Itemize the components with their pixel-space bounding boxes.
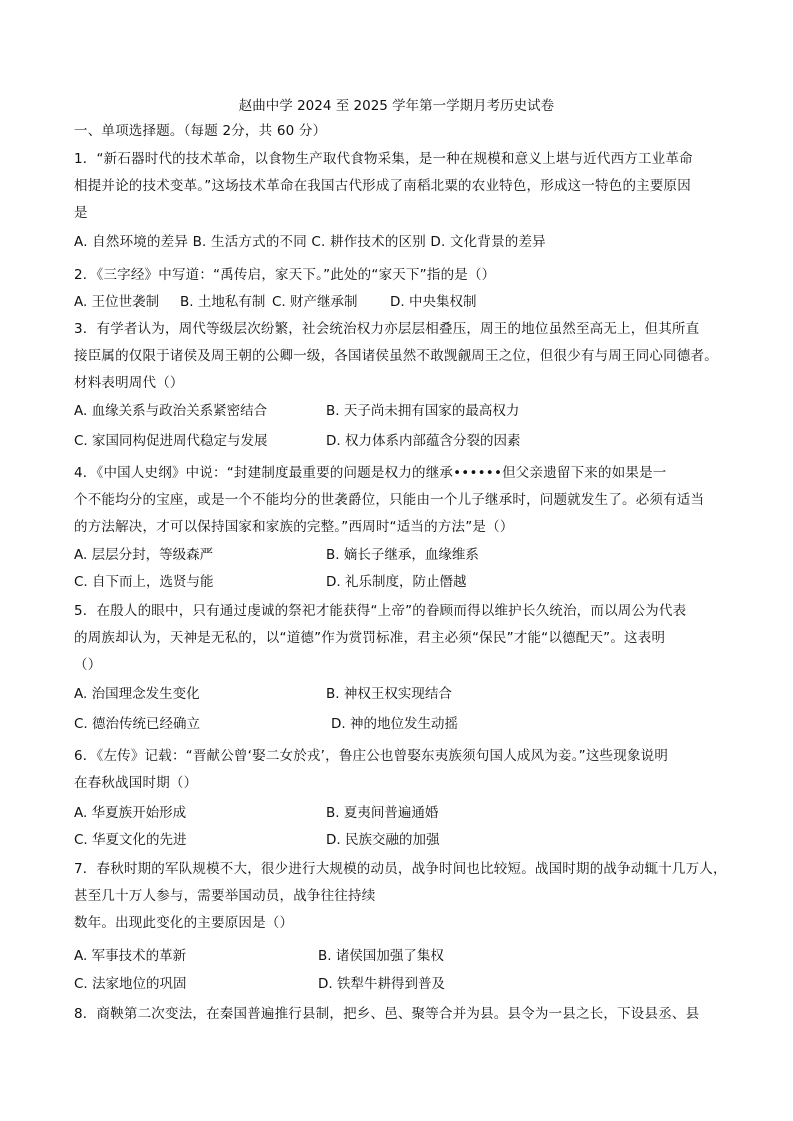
q8-text-line: 8．商鞅第二次变法，在秦国普遍推行县制，把乡、邑、聚等合并为县。县令为一县之长，下设县丞、县: [74, 1006, 700, 1022]
q7-option-c: C. 法家地位的巩固: [74, 976, 187, 992]
q5-option-a: A. 治国理念发生变化: [74, 686, 200, 702]
q2-option-c: C. 财产继承制: [272, 294, 358, 310]
q1-text-line: 1．“新石器时代的技术革命，以食物生产取代食物采集，是一种在规模和意义上堪与近代西方工业革命: [74, 151, 693, 167]
q7-option-a: A. 军事技术的革新: [74, 948, 187, 964]
q6-option-d: D. 民族交融的加强: [326, 832, 440, 848]
q4-text-line: 4．《中国人史纲》中说：“封建制度最重要的问题是权力的继承••••••但父亲遗留下来的如果是一: [74, 465, 667, 481]
q3-option-b: B. 天子尚未拥有国家的最高权力: [326, 403, 520, 419]
q6-option-a: A. 华夏族开始形成: [74, 805, 187, 821]
q3-option-a: A. 血缘关系与政治关系紧密结合: [74, 403, 268, 419]
q2-option-b: B. 土地私有制: [180, 294, 266, 310]
q6-text-line: 6．《左传》记载：“晋献公曾‘娶二女於戎’，鲁庄公也曾娶东夷族须句国人成风为妾。”这些现象说明: [74, 748, 669, 764]
q7-text-line: 7．春秋时期的军队规模不大，很少进行大规模的动员，战争时间也比较短。战国时期的战争动辄十几万人，: [74, 861, 727, 877]
q3-text-line: 3．有学者认为，周代等级层次纷繁，社会统治权力亦层层相叠压，周王的地位虽然至高无上，但其所直: [74, 321, 700, 337]
q2-option-a: A. 王位世袭制: [74, 294, 160, 310]
q6-text-line: 在春秋战国时期（）: [74, 775, 198, 791]
q7-text-line: 数年。出现此变化的主要原因是（）: [74, 915, 294, 931]
q1-text-line: 相提并论的技术变革。”这场技术革命在我国古代形成了南稻北粟的农业特色，形成这一特色的主要原因: [74, 178, 691, 194]
q5-option-d: D. 神的地位发生动摇: [331, 716, 458, 732]
q7-option-b: B. 诸侯国加强了集权: [318, 948, 444, 964]
q1-text-line: 是: [74, 205, 88, 221]
q4-option-b: B. 嫡长子继承，血缘维系: [326, 547, 479, 563]
q4-option-d: D. 礼乐制度，防止僭越: [326, 574, 467, 590]
q7-option-d: D. 铁犁牛耕得到普及: [318, 976, 445, 992]
q5-text-line: （）: [74, 657, 102, 673]
q7-text-line: 甚至几十万人参与，需要举国动员，战争往往持续: [74, 888, 376, 904]
q3-text-line: 材料表明周代（）: [74, 375, 184, 391]
q5-text-line: 5．在殷人的眼中，只有通过虔诚的祭祀才能获得“上帝”的眷顾而得以维护长久统治，而以周公为代表: [74, 603, 687, 619]
q3-text-line: 接臣属的仅限于诸侯及周王朝的公卿一级，各国诸侯虽然不敢觊觎周王之位，但很少有与周王同心同德者。: [74, 348, 718, 364]
q5-option-b: B. 神权王权实现结合: [326, 686, 452, 702]
q5-option-c: C. 德治传统已经确立: [74, 716, 201, 732]
q4-option-a: A. 层层分封，等级森严: [74, 547, 214, 563]
page-title: 赵曲中学 2024 至 2025 学年第一学期月考历史试卷: [238, 98, 555, 114]
q4-text-line: 个不能均分的宝座，或是一个不能均分的世袭爵位，只能由一个儿子继承时，问题就发生了。必须有适当: [74, 492, 705, 508]
section-heading: 一、单项选择题。（每题 2分，共 60 分）: [74, 123, 327, 139]
q2-text-line: 2．《三字经》中写道：“禹传启，家天下。”此处的“家天下”指的是（）: [74, 267, 496, 283]
q4-option-c: C. 自下而上，选贤与能: [74, 574, 214, 590]
q3-option-d: D. 权力体系内部蕴含分裂的因素: [326, 433, 521, 449]
q6-option-b: B. 夏夷间普遍通婚: [326, 805, 439, 821]
q5-text-line: 的周族却认为，天神是无私的，以“道德”作为赏罚标准，君主必须“保民”才能“以德配天”。这表明: [74, 630, 666, 646]
q3-option-c: C. 家国同构促进周代稳定与发展: [74, 433, 268, 449]
q4-text-line: 的方法解决，才可以保持国家和家族的完整。”西周时“适当的方法”是（）: [74, 519, 514, 535]
q1-options: A. 自然环境的差异 B. 生活方式的不同 C. 耕作技术的区别 D. 文化背景的差异: [74, 234, 546, 250]
q6-option-c: C. 华夏文化的先进: [74, 832, 187, 848]
q2-option-d: D. 中央集权制: [390, 294, 477, 310]
